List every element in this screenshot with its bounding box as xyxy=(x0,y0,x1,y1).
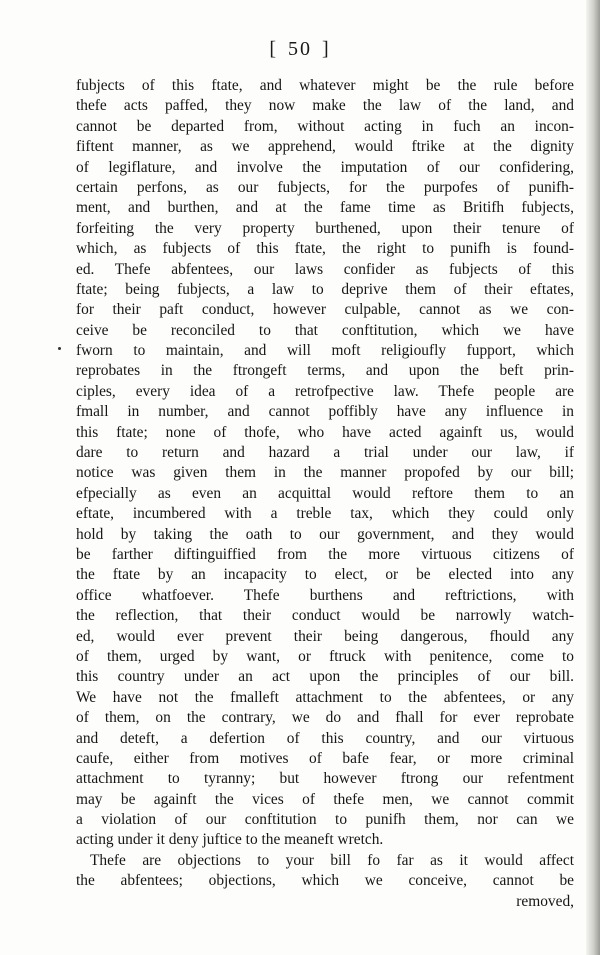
text-line: this ftate; none of thofe, who have acted againft us, would xyxy=(76,423,574,441)
text-line: a violation of our conftitution to punifh them, nor can we xyxy=(76,811,574,829)
text-line: ed, would ever prevent their being dangerous, fhould any xyxy=(76,627,574,645)
text-line: the reflection, that their conduct would be narrowly watch- xyxy=(76,607,574,625)
text-line-paragraph-end: acting under it deny juftice to the meaneft wretch. xyxy=(76,831,384,849)
text-line: certain perfons, as our fubjects, for the purpofes of punifh- xyxy=(76,178,574,196)
text-line: which, as fubjects of this ftate, the right to punifh is found- xyxy=(76,240,574,258)
text-line: this country under an act upon the principles of our bill. xyxy=(76,668,574,686)
text-line: fmall in number, and cannot poffibly have any influence in xyxy=(76,403,574,421)
text-line: ed. Thefe abfentees, our laws confider as fubjects of this xyxy=(76,260,574,278)
text-line: dare to return and hazard a trial under our law, if xyxy=(76,444,574,462)
text-line: eftate, incumbered with a treble tax, which they could only xyxy=(76,505,574,523)
text-line: the abfentees; objections, which we conceive, cannot be xyxy=(76,872,574,890)
margin-mark xyxy=(58,347,61,350)
page-number-header xyxy=(0,38,600,61)
text-line-paragraph-start: Thefe are objections to your bill fo far as it would affect xyxy=(90,851,574,869)
text-line: efpecially as even an acquittal would reftore them to an xyxy=(76,484,574,502)
page-edge-shadow xyxy=(586,0,600,955)
text-line: cannot be departed from, without acting in fuch an incon- xyxy=(76,117,574,135)
text-line: caufe, either from motives of bafe fear, or more criminal xyxy=(76,749,574,767)
text-line: fiftent manner, as we apprehend, would ftrike at the dignity xyxy=(76,138,574,156)
text-line: forfeiting the very property burthened, upon their tenure of xyxy=(76,219,574,237)
text-line: ceive be reconciled to that conftitution, which we have xyxy=(76,321,574,339)
text-line: be farther diftinguiffied from the more virtuous citizens of xyxy=(76,545,574,563)
text-line: fubjects of this ftate, and whatever might be the rule before xyxy=(76,77,574,94)
text-line: of them, on the contrary, we do and fhall for ever reprobate xyxy=(76,709,574,727)
text-line: reprobates in the ftrongeft terms, and upon the beft prin- xyxy=(76,362,574,380)
text-line: hold by taking the oath to our government, and they would xyxy=(76,525,574,543)
page-number: 50 xyxy=(288,38,312,60)
text-line: of legiflature, and involve the imputation of our confidering, xyxy=(76,158,574,176)
text-line: for their paft conduct, however culpable, cannot as we con- xyxy=(76,301,574,319)
text-line: may be againft the vices of thefe men, we cannot commit xyxy=(76,790,574,808)
text-line: attachment to tyranny; but however ftrong our refentment xyxy=(76,770,574,788)
text-line: We have not the fmalleft attachment to the abfentees, or any xyxy=(76,688,574,706)
text-line: ciples, every idea of a retrofpective law. Thefe people are xyxy=(76,382,574,400)
text-line: fworn to maintain, and will moft religioufly fupport, which xyxy=(76,342,574,360)
text-line: ment, and burthen, and at the fame time as Britifh fubjects, xyxy=(76,199,574,217)
bracket-close: ] xyxy=(322,38,331,60)
bracket-open: [ xyxy=(269,38,278,60)
text-line: ftate; being fubjects, a law to deprive them of their eftates, xyxy=(76,280,574,298)
text-line: thefe acts paffed, they now make the law of the land, and xyxy=(76,97,574,115)
text-line: notice was given them in the manner propofed by our bill; xyxy=(76,464,574,482)
text-line: office whatfoever. Thefe burthens and reftrictions, with xyxy=(76,586,574,604)
text-line: and deteft, a defertion of this country, and our virtuous xyxy=(76,729,574,747)
catchword: removed, xyxy=(516,892,574,910)
text-line: the ftate by an incapacity to elect, or be elected into any xyxy=(76,566,574,584)
text-line: of them, urged by want, or ftruck with penitence, come to xyxy=(76,647,574,665)
body-text xyxy=(76,76,574,912)
